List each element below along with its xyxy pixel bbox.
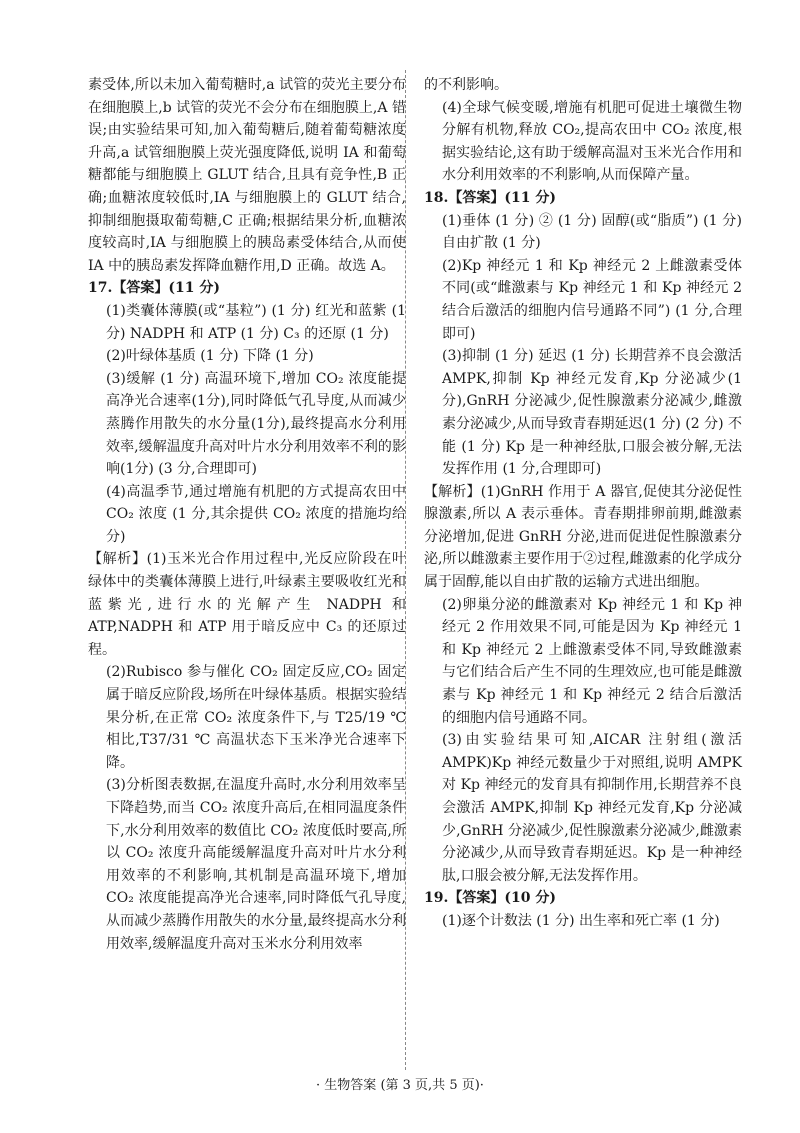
paragraph: 的不利影响。 [424, 77, 508, 93]
question-19-answer-heading: 19.【答案】(10 分) [424, 890, 556, 907]
paragraph: (2)Kp 神经元 1 和 Kp 神经元 2 上雌激素受体不同(或“雌激素与 Kp 神经元 1 和 Kp 神经元 2 结合后激活的细胞内信号通路不同”) (1 分,合理即可) [442, 257, 742, 342]
paragraph: (4)高温季节,通过增施有机肥的方式提高农田中 CO₂ 浓度 (1 分,其余提供 CO₂ 浓度的措施均给分) [106, 483, 406, 545]
question-17-answer-heading: 17.【答案】(11 分) [88, 280, 220, 297]
page-footer: · 生物答案 (第 3 页,共 5 页)· [316, 1078, 484, 1093]
paragraph: (3)由实验结果可知,AICAR 注射组(激活 AMPK)Kp 神经元数量少于对照组,说明 AMPK 对 Kp 神经元的发育具有抑制作用,长期营养不良会激活 AMPK,抑制 Kp 神经元发育,Kp 分泌减少,GnRH 分泌减少,促性腺激素分泌减少,雌激素分泌减少,从而导致青春期延迟。Kp 是一种神经肽,口服会被分解,无法发挥作用。 [442, 732, 742, 884]
analysis-paragraph: 【解析】(1)玉米光合作用过程中,光反应阶段在叶绿体中的类囊体薄膜上进行,叶绿素主要吸收红光和蓝紫光,进行水的光解产生 NADPH 和 ATP,NADPH 和 ATP 用于暗反应中 C₃ 的还原过程。 [88, 551, 406, 658]
paragraph: 素受体,所以未加入葡萄糖时,a 试管的荧光主要分布在细胞膜上,b 试管的荧光不会分布在细胞膜上,A 错误;由实验结果可知,加入葡萄糖后,随着葡萄糖浓度升高,a 试管细胞膜上荧光强度降低,说明 IA 和葡萄糖都能与细胞膜上 GLUT 结合,且具有竞争性,B 正确;血糖浓度较低时,IA 与细胞膜上的 GLUT 结合,抑制细胞摄取葡萄糖,C 正确;根据结果分析,血糖浓度较高时,IA 与细胞膜上的胰岛素受体结合,从而使 IA 中的胰岛素发挥降血糖作用,D 正确。故选 A。 [88, 77, 406, 274]
left-column [88, 74, 406, 955]
paragraph: (1)逐个计数法 (1 分) 出生率和死亡率 (1 分) [442, 912, 720, 929]
paragraph: (3)抑制 (1 分) 延迟 (1 分) 长期营养不良会激活 AMPK,抑制 Kp 神经元发育,Kp 分泌减少(1 分),GnRH 分泌减少,促性腺激素分泌减少,雌激素分泌减少,从而导致青春期延迟(1 分) (2 分) 不能 (1 分) Kp 是一种神经肽,口服会被分解,无法发挥作用 (1 分,合理即可) [442, 348, 742, 478]
question-18-answer-heading: 18.【答案】(11 分) [424, 189, 556, 206]
paragraph: (2)Rubisco 参与催化 CO₂ 固定反应,CO₂ 固定属于暗反应阶段,场所在叶绿体基质。根据实验结果分析,在正常 CO₂ 浓度条件下,与 T25/19 ℃ 相比,T37/31 ℃ 高温状态下玉米净光合速率下降。 [106, 664, 406, 771]
paragraph: (1)垂体 (1 分) ② (1 分) 固醇(或“脂质”) (1 分) 自由扩散 (1 分) [442, 212, 742, 252]
paragraph: (2)叶绿体基质 (1 分) 下降 (1 分) [106, 348, 314, 365]
paragraph: (2)卵巢分泌的雌激素对 Kp 神经元 1 和 Kp 神经元 2 作用效果不同,可能是因为 Kp 神经元 1 和 Kp 神经元 2 上雌激素受体不同,导致雌激素与它们结合后产生不同的生理效应,也可能是雌激素与 Kp 神经元 1 和 Kp 神经元 2 结合后激活的细胞内信号通路不同。 [442, 596, 742, 726]
paragraph: (3)缓解 (1 分) 高温环境下,增加 CO₂ 浓度能提高净光合速率(1分),同时降低气孔导度,从而减少蒸腾作用散失的水分量(1分),最终提高水分利用效率,缓解温度升高对叶片水分利用效率不利的影响(1分) (3 分,合理即可) [106, 370, 406, 478]
analysis-paragraph: 【解析】(1)GnRH 作用于 A 器官,促使其分泌促性腺激素,所以 A 表示垂体。青春期排卵前期,雌激素分泌增加,促进 GnRH 分泌,进而促进促性腺激素分泌,所以雌激素主要作用于②过程,雌激素的化学成分属于固醇,能以自由扩散的运输方式进出细胞。 [424, 483, 742, 591]
paragraph: (3)分析图表数据,在温度升高时,水分利用效率呈下降趋势,而当 CO₂ 浓度升高后,在相同温度条件下,水分利用效率的数值比 CO₂ 浓度低时要高,所以 CO₂ 浓度升高能缓解温度升高对叶片水分利用效率的不利影响,其机制是高温环境下,增加 CO₂ 浓度能提高净光合速率,同时降低气孔导度,从而减少蒸腾作用散失的水分量,最终提高水分利用效率,缓解温度升高对玉米水分利用效率 [106, 777, 406, 952]
paragraph: (1)类囊体薄膜(或“基粒”) (1 分) 红光和蓝紫 (1 分) NADPH 和 ATP (1 分) C₃ 的还原 (1 分) [106, 302, 406, 342]
paragraph: (4)全球气候变暖,增施有机肥可促进土壤微生物分解有机物,释放 CO₂,提高农田中 CO₂ 浓度,根据实验结论,这有助于缓解高温对玉米光合作用和水分利用效率的不利影响,从而保障产量。 [442, 99, 742, 184]
right-column [424, 74, 742, 933]
